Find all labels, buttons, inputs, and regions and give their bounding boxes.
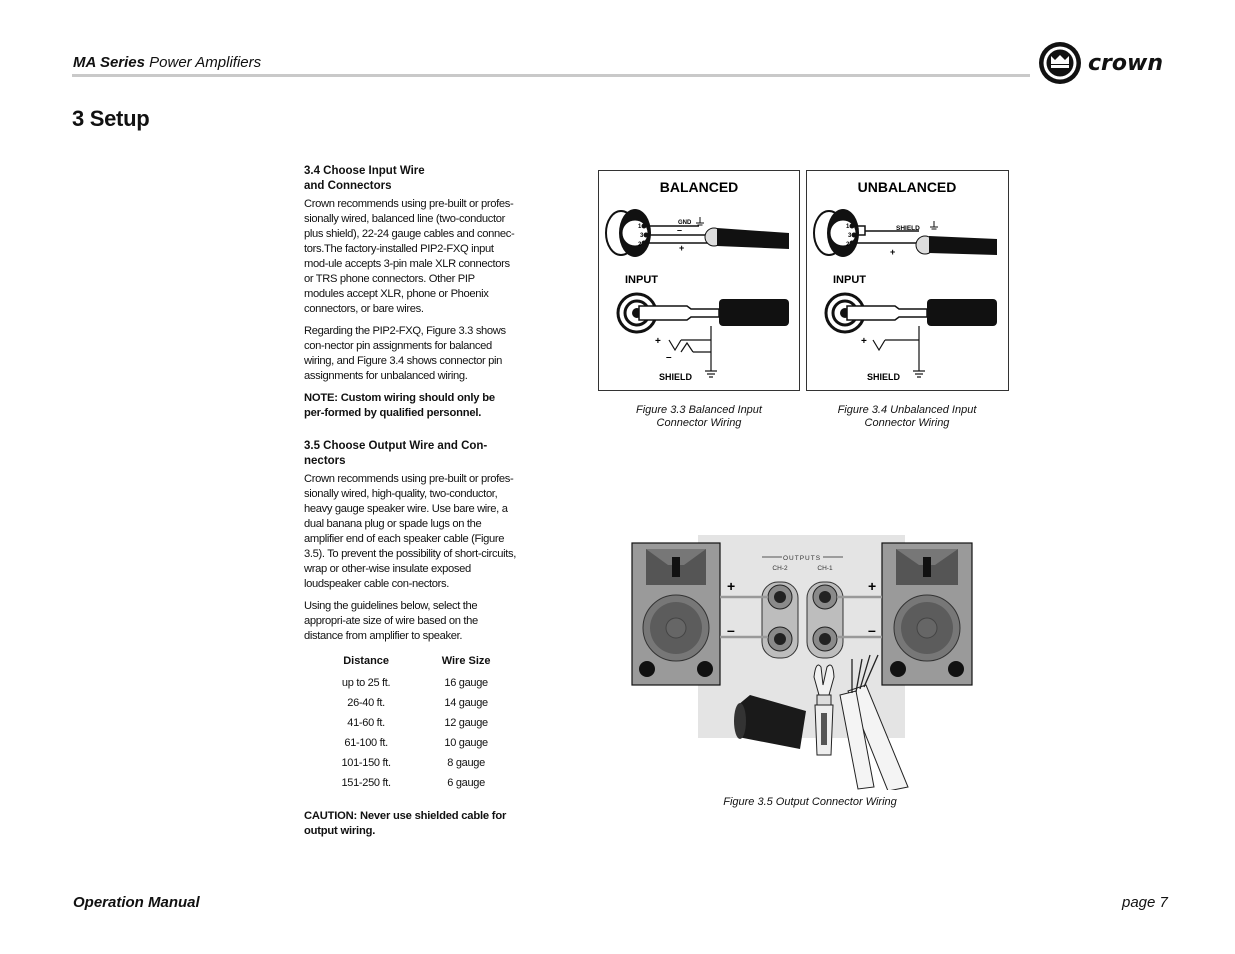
svg-text:1: 1 xyxy=(638,224,642,230)
left-plus: + xyxy=(727,578,736,594)
running-header xyxy=(73,54,261,71)
header-rule xyxy=(72,74,1030,77)
input-section-heading: 3.4 Choose Input Wire and Connectors xyxy=(304,165,425,192)
svg-text:+: + xyxy=(861,336,867,347)
gnd-label: GND xyxy=(678,220,692,226)
unbalanced-shield-top-label: SHIELD xyxy=(896,225,920,232)
svg-text:+: + xyxy=(890,247,896,257)
trs-jack-icon xyxy=(618,294,789,332)
unbalanced-input-label: INPUT xyxy=(833,274,866,286)
caption-figure-3-3: Figure 3.3 Balanced Input Connector Wiring xyxy=(636,404,762,429)
table-row: up to 25 ft. 16 gauge xyxy=(341,677,488,689)
note-text: NOTE: Custom wiring should only be per-formed by qualified personnel. xyxy=(304,392,495,419)
svg-text:1: 1 xyxy=(846,224,850,230)
balanced-title: BALANCED xyxy=(659,179,739,195)
input-paragraph-2: Regarding the PIP2-FXQ, Figure 3.3 shows con-nector pin assignments for balanced wiring, and Figure 3.4 shows connector pin assignments for unbalanced wiring. xyxy=(304,325,506,382)
output-paragraph-1: Crown recommends using pre-built or profes-sionally wired, high-quality, two-conductor, heavy gauge speaker wire. Use bare wire, a dual banana plug or spade lugs on the amplifier end of each speaker cable (Figure 3.5). To prevent the possibility of short-circuits, wrap or other-wise insulate exposed loudspeaker cable con-nectors. xyxy=(304,473,517,590)
svg-text:+: + xyxy=(655,336,661,347)
figure-unbalanced xyxy=(806,170,1009,391)
right-speaker-icon xyxy=(882,543,972,685)
unbalanced-title: UNBALANCED xyxy=(857,179,957,195)
table-header-wire-size: Wire Size xyxy=(441,655,491,667)
table-row: 61-100 ft. 10 gauge xyxy=(344,737,488,749)
trs-jack-icon xyxy=(826,294,997,332)
ground-symbol-icon xyxy=(696,217,704,225)
unbalanced-shield-label: SHIELD xyxy=(867,372,901,382)
brand-wordmark: crown xyxy=(1088,51,1163,76)
xlr-connector-icon xyxy=(606,209,651,257)
ch1-label: CH-1 xyxy=(817,565,833,572)
spade-lug-icon xyxy=(814,665,834,755)
table-row: 101-150 ft. 8 gauge xyxy=(341,757,485,769)
svg-text:–: – xyxy=(677,225,683,235)
caption-figure-3-4: Figure 3.4 Unbalanced Input Connector Wiring xyxy=(837,404,977,429)
ground-symbol-icon xyxy=(930,221,938,229)
svg-text:–: – xyxy=(666,352,672,363)
left-minus: – xyxy=(727,622,735,638)
unbalanced-cable xyxy=(929,236,997,255)
series-subtitle: Power Amplifiers xyxy=(144,54,262,71)
svg-text:3: 3 xyxy=(848,233,852,239)
balanced-shield-label: SHIELD xyxy=(659,372,693,382)
svg-text:+: + xyxy=(679,243,685,253)
right-plus: + xyxy=(868,578,877,594)
output-paragraph-2: Using the guidelines below, select the appropri-ate size of wire based on the distance from amplifier to speaker. xyxy=(304,600,478,642)
svg-text:2: 2 xyxy=(846,242,850,248)
figure-output xyxy=(630,535,975,790)
table-row: 26-40 ft. 14 gauge xyxy=(347,697,488,709)
footer-manual-title: Operation Manual xyxy=(73,894,200,911)
table-row: 151-250 ft. 6 gauge xyxy=(341,777,485,789)
balanced-cable xyxy=(717,228,789,249)
wire-size-table xyxy=(316,652,516,794)
series-name: MA Series xyxy=(73,54,145,71)
ch2-label: CH-2 xyxy=(772,565,788,572)
figure-balanced xyxy=(598,170,800,391)
right-minus: – xyxy=(868,622,876,638)
input-paragraph-1: Crown recommends using pre-built or profes-sionally wired, balanced line (two-conductor plus shield), 22-24 gauge cables and connec-tors.The factory-installed PIP2-FXQ input mod-ule accepts 3-pin male XLR connectors or TRS phone connectors. Other PIP modules accept XLR, phone or Phoenix connectors, or bare wires. xyxy=(304,198,515,315)
text-column xyxy=(304,164,516,794)
outputs-label: OUTPUTS xyxy=(782,555,822,562)
crown-logo xyxy=(1036,38,1186,88)
xlr-connector-icon xyxy=(814,209,859,257)
svg-text:3: 3 xyxy=(640,233,644,239)
svg-text:2: 2 xyxy=(638,242,642,248)
balanced-input-label: INPUT xyxy=(625,274,658,286)
left-speaker-icon xyxy=(632,543,720,685)
table-row: 41-60 ft. 12 gauge xyxy=(347,717,488,729)
caution-text: CAUTION: Never use shielded cable for output wiring. xyxy=(304,810,507,837)
page-number: page 7 xyxy=(1122,894,1168,911)
output-section-heading: 3.5 Choose Output Wire and Con-nectors xyxy=(304,440,488,467)
table-header-distance: Distance xyxy=(343,655,390,667)
caption-figure-3-5: Figure 3.5 Output Connector Wiring xyxy=(723,796,897,808)
section-title: 3 Setup xyxy=(72,106,150,131)
